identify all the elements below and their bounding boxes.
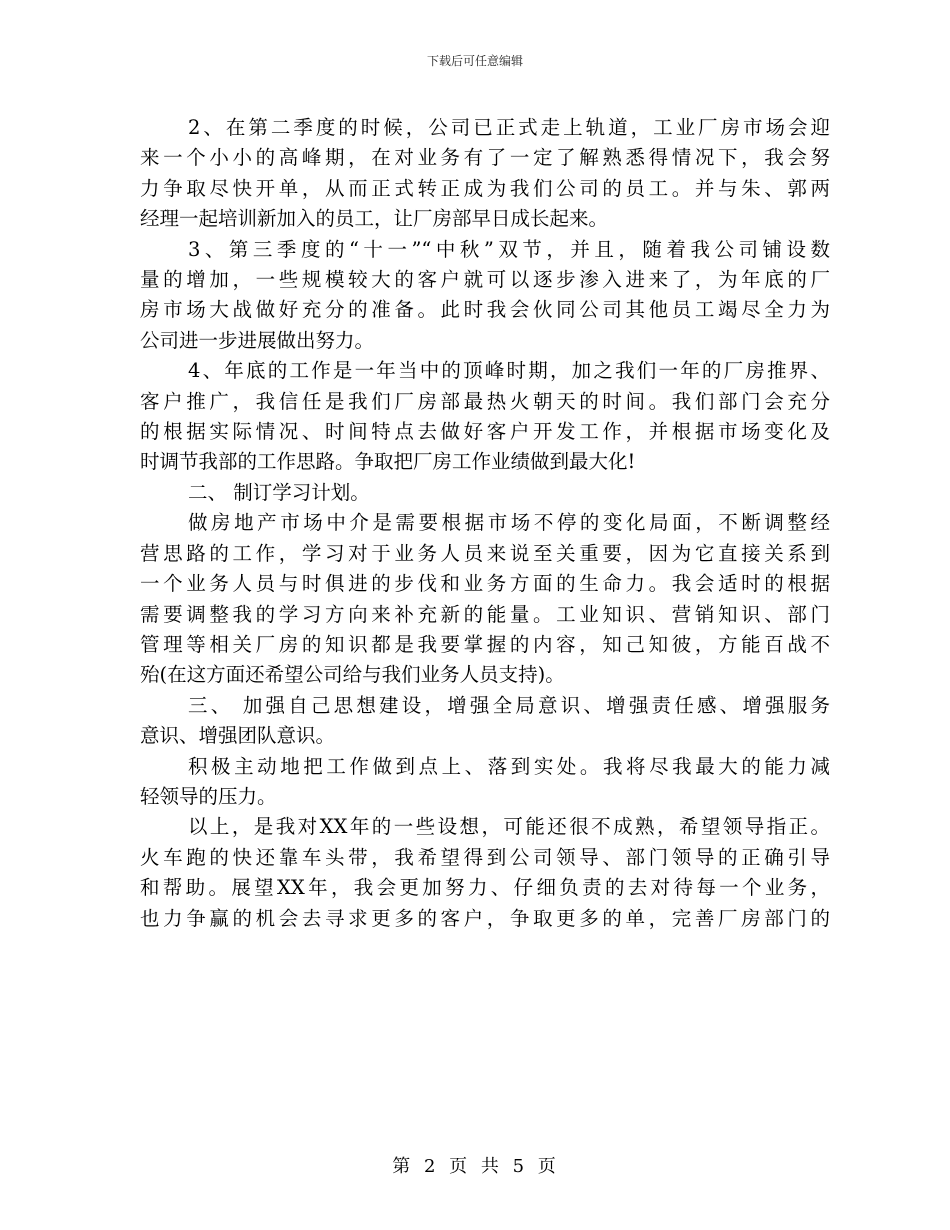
text-line: 时调节我部的工作思路。争取把厂房工作业绩做到最大化! <box>140 450 636 474</box>
footer-current-page: 2 <box>423 1156 438 1177</box>
text-line: 三、 加强自己思想建设，增强全局意识、增强责任感、增强服务 <box>188 693 830 717</box>
text-line: 殆(在这方面还希望公司给与我们业务人员支持)。 <box>140 663 565 687</box>
footer-suffix: 页 <box>537 1156 558 1177</box>
text-line: 房市场大战做好充分的准备。此时我会伙同公司其他员工竭尽全力为 <box>140 298 830 322</box>
footer-page-unit: 页 <box>449 1156 470 1177</box>
text-line: 轻领导的压力。 <box>140 784 277 808</box>
text-line: 的根据实际情况、时间特点去做好客户开发工作，并根据市场变化及 <box>140 420 830 444</box>
text-line: 积极主动地把工作做到点上、落到实处。我将尽我最大的能力减 <box>188 754 830 778</box>
text-line: 意识、增强团队意识。 <box>140 724 336 748</box>
footer-prefix: 第 <box>392 1156 413 1177</box>
text-line: 也力争赢的机会去寻求更多的客户，争取更多的单，完善厂房部门的 <box>140 906 830 930</box>
text-line: 以上，是我对XX年的一些设想，可能还很不成熟，希望领导指正。 <box>188 815 830 839</box>
footer-total-pages: 5 <box>512 1156 527 1177</box>
text-line: 3、第三季度的“十一”“中秋”双节，并且，随着我公司铺设数 <box>188 237 830 261</box>
text-line: 做房地产市场中介是需要根据市场不停的变化局面，不断调整经 <box>188 511 830 535</box>
text-line: 火车跑的快还靠车头带，我希望得到公司领导、部门领导的正确引导 <box>140 845 830 869</box>
text-line: 二、 制订学习计划。 <box>188 480 370 504</box>
text-line: 量的增加，一些规模较大的客户就可以逐步渗入进来了，为年底的厂 <box>140 268 830 292</box>
text-line: 客户推广，我信任是我们厂房部最热火朝天的时间。我们部门会充分 <box>140 389 830 413</box>
page-footer <box>0 1152 950 1178</box>
text-line: 公司进一步进展做出努力。 <box>140 328 375 352</box>
text-line: 2、在第二季度的时候，公司已正式走上轨道，工业厂房市场会迎 <box>188 116 830 139</box>
page-header: 下载后可任意编辑 <box>426 54 523 68</box>
text-line: 来一个小小的高峰期，在对业务有了一定了解熟悉得情况下，我会努 <box>140 146 830 170</box>
text-line: 力争取尽快开单，从而正式转正成为我们公司的员工。并与朱、郭两 <box>140 176 830 200</box>
text-line: 和帮助。展望XX年，我会更加努力、仔细负责的去对待每一个业务， <box>140 876 830 900</box>
text-line: 需要调整我的学习方向来补充新的能量。工业知识、营销知识、部门 <box>140 602 830 626</box>
text-line: 管理等相关厂房的知识都是我要掌握的内容，知己知彼，方能百战不 <box>140 632 830 656</box>
text-line: 营思路的工作，学习对于业务人员来说至关重要，因为它直接关系到 <box>140 541 830 565</box>
text-line: 经理一起培训新加入的员工，让厂房部早日成长起来。 <box>140 207 609 231</box>
document-body <box>140 113 830 934</box>
footer-total-prefix: 共 <box>480 1156 501 1177</box>
text-line: 一个业务人员与时俱进的步伐和业务方面的生命力。我会适时的根据 <box>140 572 830 596</box>
text-line: 4、年底的工作是一年当中的顶峰时期，加之我们一年的厂房推界、 <box>188 359 830 383</box>
